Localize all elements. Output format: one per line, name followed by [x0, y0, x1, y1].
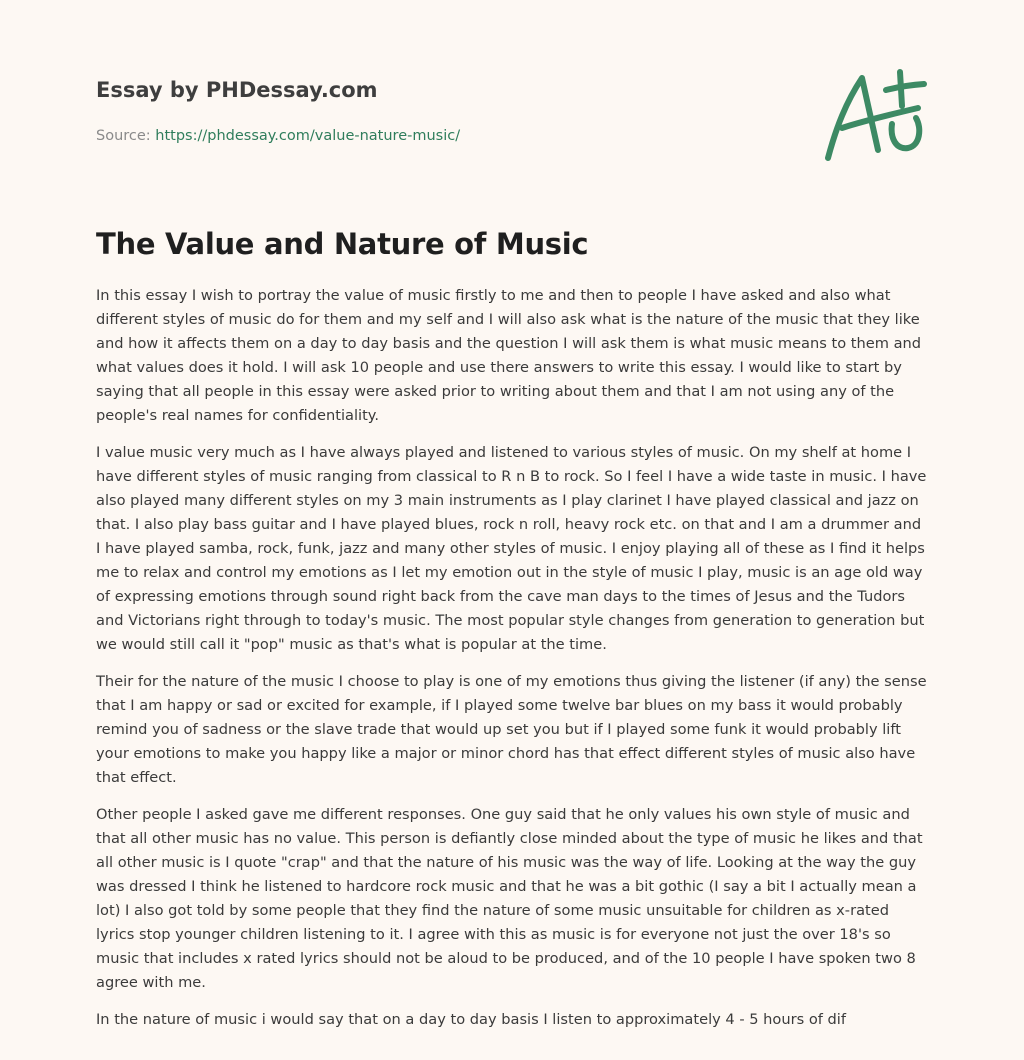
- brand-title: Essay by PHDessay.com: [96, 78, 378, 102]
- essay-header: [96, 76, 796, 146]
- source-line: [96, 126, 796, 146]
- a-plus-logo-icon: [822, 66, 930, 166]
- essay-paragraph: I value music very much as I have always played and listened to various styles of music. On my shelf at home I have different styles of music ranging from classical to R n B to rock. So I feel I have a wide taste in music. I have also played many different styles on my 3 main instruments as I play clarinet I have played classical and jazz on that. I also play bass guitar and I have played blues, rock n roll, heavy rock etc. on that and I am a drummer and I have played samba, rock, funk, jazz and many other styles of music. I enjoy playing all of these as I find it helps me to relax and control my emotions as I let my emotion out in the style of music I play, music is an age old way of expressing emotions through sound right back from the cave man days to the times of Jesus and the Tudors and Victorians right through to today's music. The most popular style changes from generation to generation but we would still call it "pop" music as that's what is popular at the time.: [96, 444, 927, 653]
- source-label: Source:: [96, 128, 156, 144]
- essay-paragraph: Their for the nature of the music I choose to play is one of my emotions thus giving the listener (if any) the sense that I am happy or sad or excited for example, if I played some twelve bar blues on my bass it would probably remind you of sadness or the slave trade that would up set you but if I played some funk it would probably lift your emotions to make you happy like a major or minor chord has that effect different styles of music also have that effect.: [96, 673, 927, 786]
- essay-paragraph: Other people I asked gave me different responses. One guy said that he only values his own style of music and that all other music has no value. This person is defiantly close minded about the type of music he likes and that all other music is I quote "crap" and that the nature of his music was the way of life. Looking at the way the guy was dressed I think he listened to hardcore rock music and that he was a bit gothic (I say a bit I actually mean a lot) I also got told by some people that they find the nature of some music unsuitable for children as x-rated lyrics stop younger children listening to it. I agree with this as music is for everyone not just the over 18's so music that includes x rated lyrics should not be aloud to be produced, and of the 10 people I have spoken two 8 agree with me.: [96, 806, 923, 991]
- essay-paragraph: In this essay I wish to portray the value of music firstly to me and then to people I have asked and also what different styles of music do for them and my self and I will also ask what is the nature of the music that they like and how it affects them on a day to day basis and the question I will ask them is what music means to them and what values does it hold. I will ask 10 people and use there answers to write this essay. I would like to start by saying that all people in this essay were asked prior to writing about them and that I am not using any of the people's real names for confidentiality.: [96, 287, 922, 424]
- essay-paragraph: In the nature of music i would say that on a day to day basis I listen to approximately 4 - 5 hours of dif: [96, 1011, 846, 1028]
- essay-body: [96, 284, 930, 1045]
- essay-title: The Value and Nature of Music: [96, 227, 589, 261]
- source-link[interactable]: https://phdessay.com/value-nature-music/: [155, 128, 461, 144]
